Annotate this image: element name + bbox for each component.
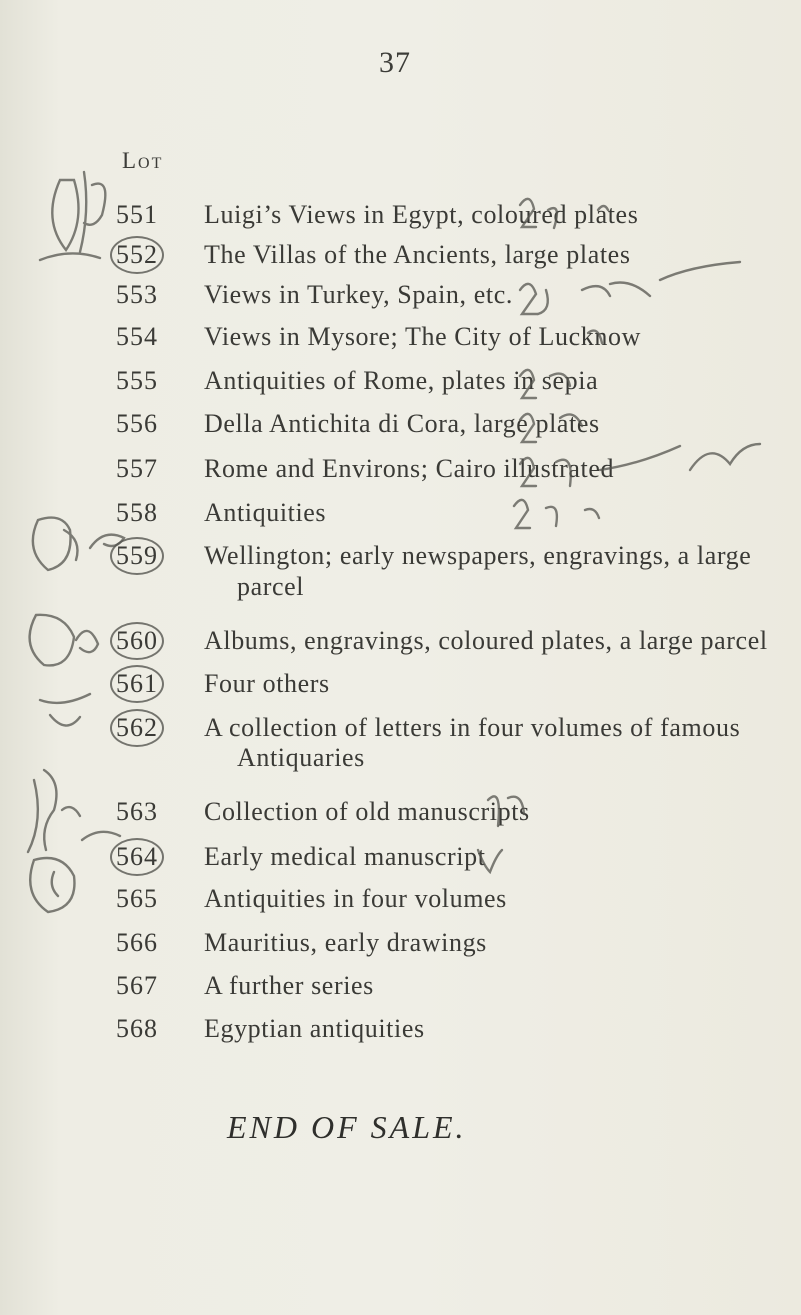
- lot-description: Antiquities: [204, 498, 327, 527]
- lot-description: Rome and Environs; Cairo illustrated: [204, 454, 615, 483]
- lot-description: Collection of old manuscripts: [204, 797, 530, 826]
- lot-number: 559: [116, 541, 172, 571]
- lot-number: 565: [116, 884, 158, 913]
- lot-description: Luigi’s Views in Egypt, coloured plates: [204, 200, 639, 229]
- lot-number: 557: [116, 454, 158, 483]
- lot-description: Antiquities in four volumes: [204, 884, 507, 913]
- lot-column-heading: Lot: [122, 148, 164, 173]
- lot-number: 563: [116, 797, 158, 826]
- lot-description: Della Antichita di Cora, large plates: [204, 409, 600, 438]
- lot-number: 554: [116, 322, 158, 351]
- lot-number: 568: [116, 1014, 158, 1043]
- lot-description: Mauritius, early drawings: [204, 928, 487, 957]
- lot-number: 555: [116, 366, 158, 395]
- lot-number: 553: [116, 280, 158, 309]
- lot-description: Views in Mysore; The City of Lucknow: [204, 322, 641, 351]
- lot-description: A further series: [204, 971, 374, 1000]
- lot-number: 552: [116, 240, 172, 270]
- page-number: 37: [379, 46, 411, 79]
- lot-description: Views in Turkey, Spain, etc.: [204, 280, 513, 309]
- lot-number: 558: [116, 498, 158, 527]
- lot-description-continuation: Antiquaries: [237, 743, 365, 772]
- lot-description: Four others: [204, 669, 330, 698]
- lot-number: 556: [116, 409, 158, 438]
- end-of-sale-text: END OF SALE.: [227, 1109, 467, 1145]
- lot-description: Early medical manuscript: [204, 842, 486, 871]
- lot-number: 566: [116, 928, 158, 957]
- lot-number: 551: [116, 200, 158, 229]
- lot-description: A collection of letters in four volumes of famous: [204, 713, 741, 742]
- lot-description: The Villas of the Ancients, large plates: [204, 240, 631, 269]
- lot-number: 567: [116, 971, 158, 1000]
- lot-number: 562: [116, 713, 172, 743]
- lot-number: 560: [116, 626, 172, 656]
- lot-description: Wellington; early newspapers, engravings, a large: [204, 541, 752, 570]
- lot-description-continuation: parcel: [237, 572, 305, 601]
- lot-description: Egyptian antiquities: [204, 1014, 425, 1043]
- lot-description: Albums, engravings, coloured plates, a large parcel: [204, 626, 768, 655]
- lot-number: 561: [116, 669, 172, 699]
- lot-description: Antiquities of Rome, plates in sepia: [204, 366, 599, 395]
- lot-number: 564: [116, 842, 172, 872]
